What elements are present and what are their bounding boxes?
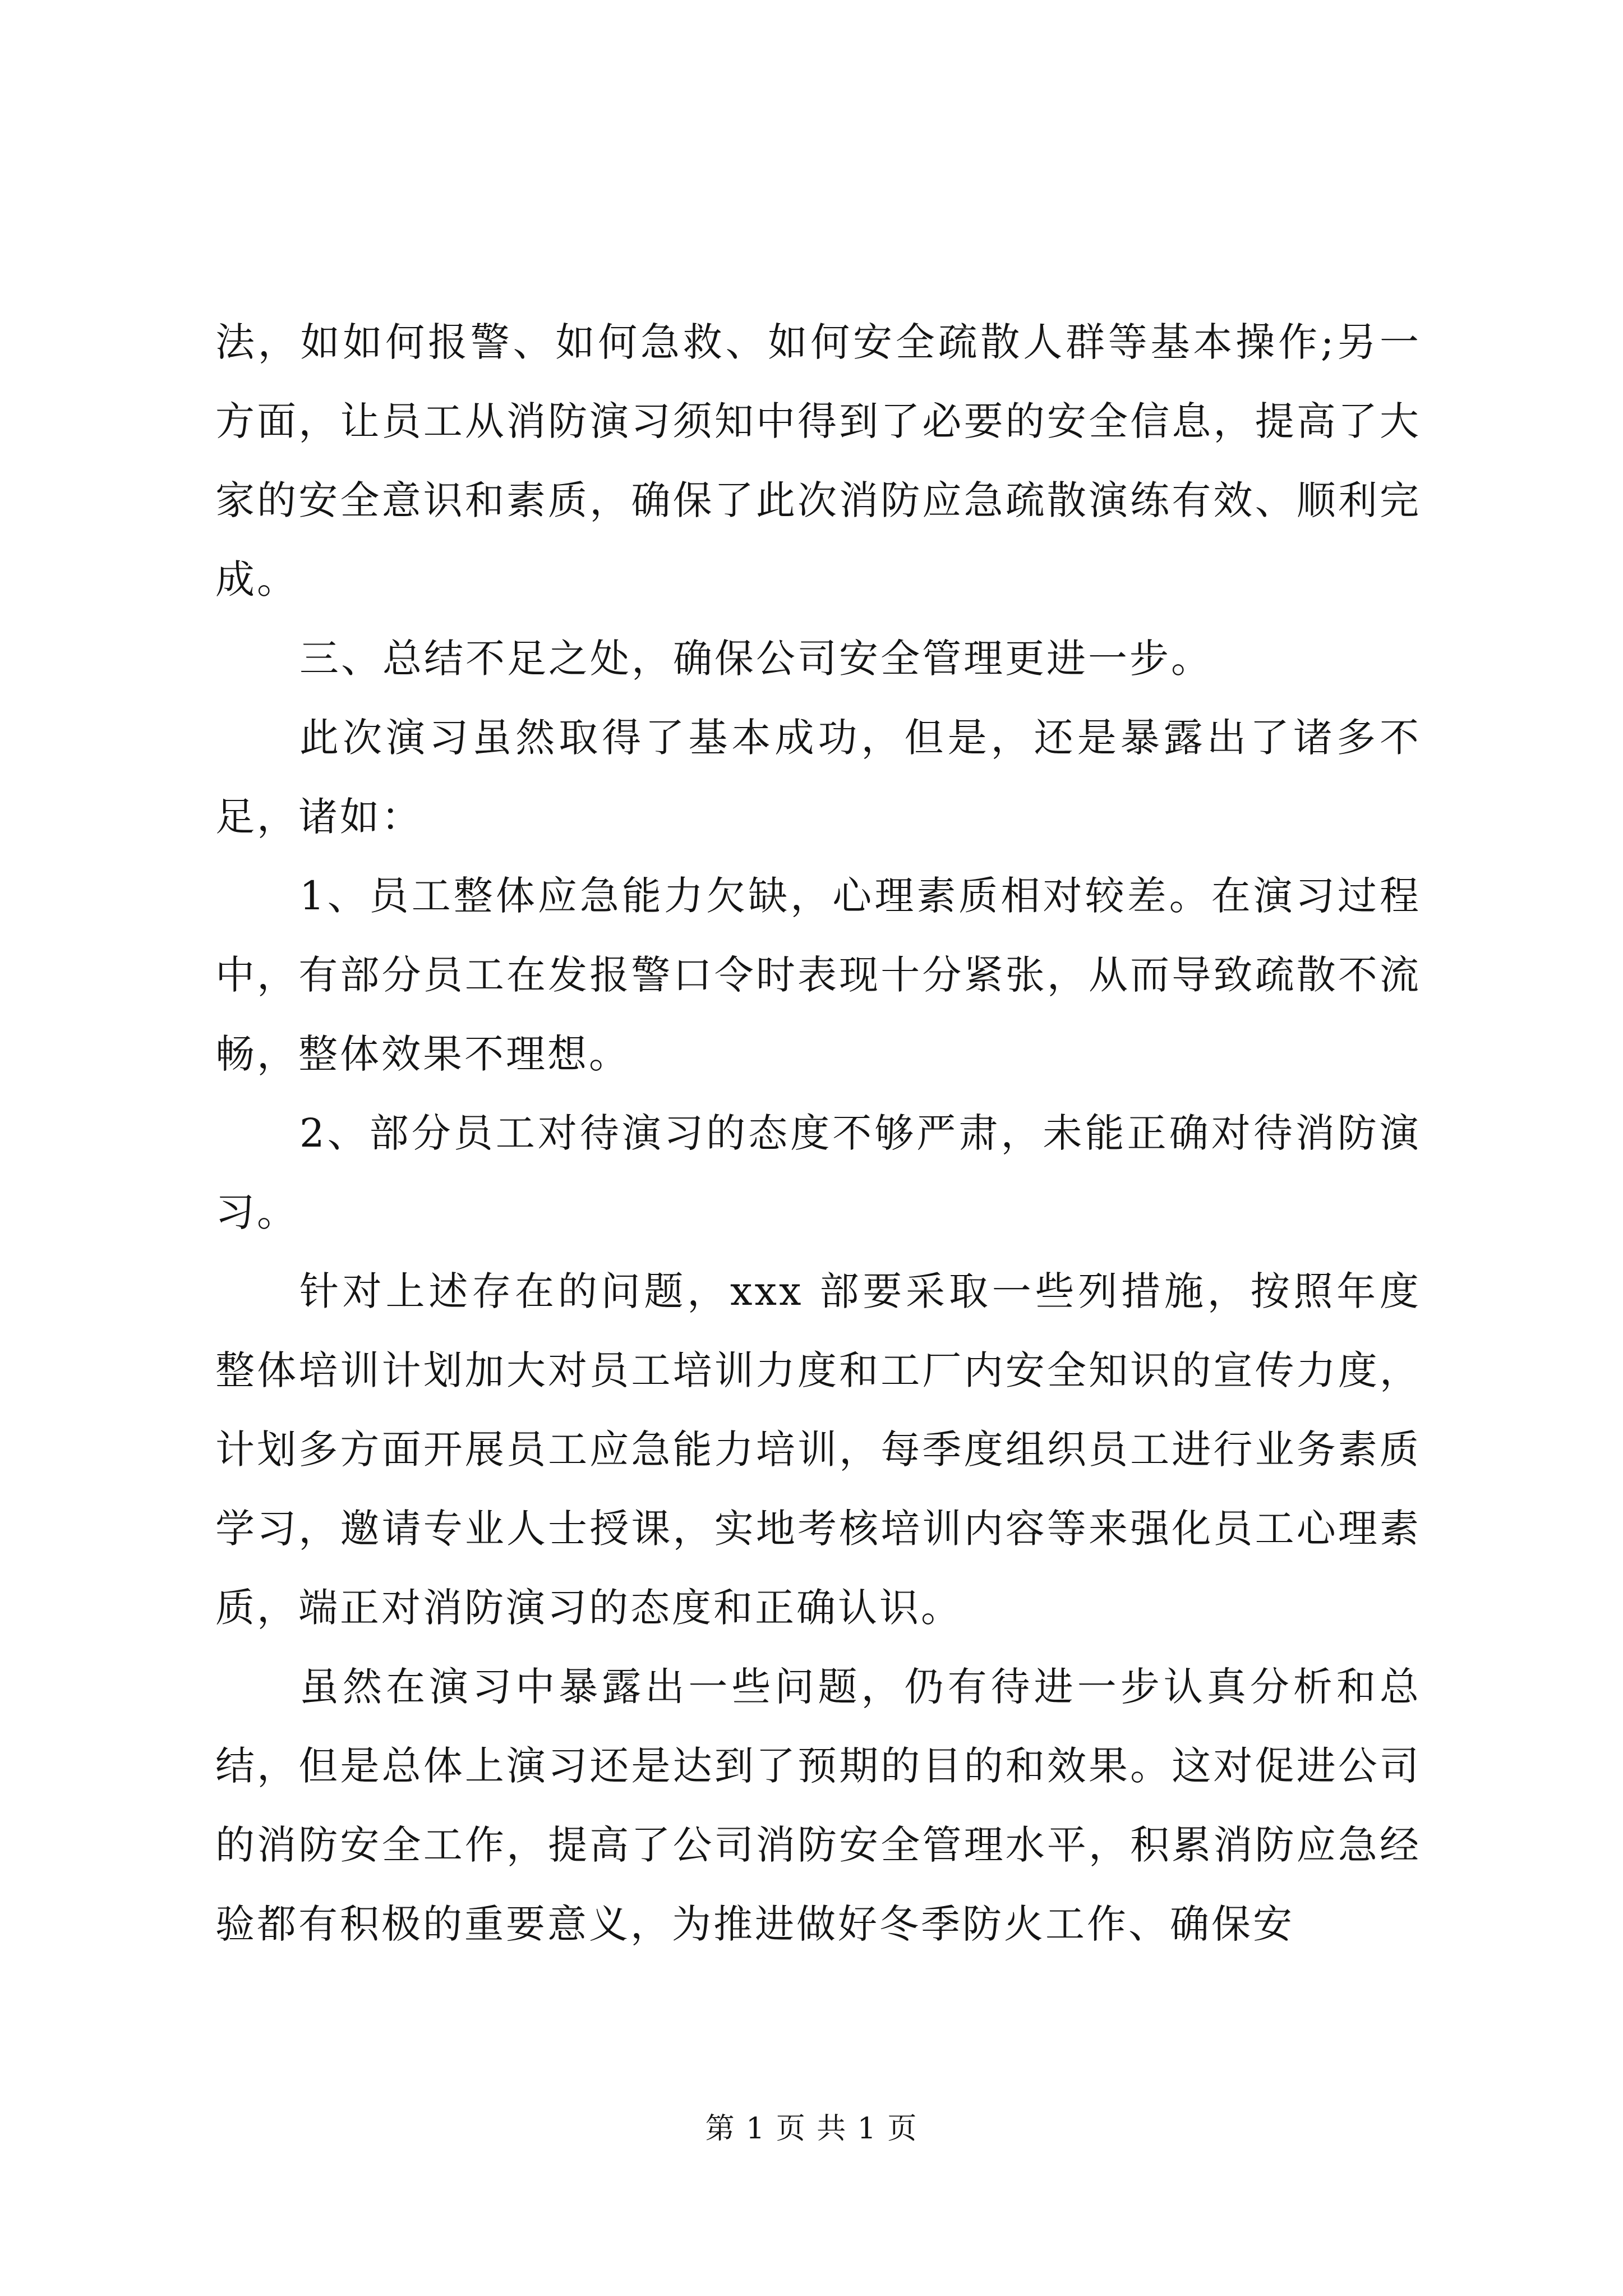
paragraph-shortcomings-intro: 此次演习虽然取得了基本成功，但是，还是暴露出了诸多不足，诸如： [215, 715, 1421, 840]
page-footer: 第 1 页 共 1 页 [705, 2112, 918, 2146]
list-item-2: 2、部分员工对待演习的态度不够严肃，未能正确对待消防演习。 [215, 1110, 1421, 1235]
paragraph-conclusion: 虽然在演习中暴露出一些问题，仍有待进一步认真分析和总结，但是总体上演习还是达到了预期的目的和效果。这对促进公司的消防安全工作，提高了公司消防安全管理水平，积累消防应急经验都有积极的重要意义，为推进做好冬季防火工作、确保安 [215, 1664, 1421, 1947]
paragraph-continuation: 法，如如何报警、如何急救、如何安全疏散人群等基本操作;另一方面，让员工从消防演习须知中得到了必要的安全信息，提高了大家的安全意识和素质，确保了此次消防应急疏散演练有效、顺利完成。 [215, 319, 1421, 602]
document-body [215, 303, 1421, 1964]
paragraph-measures: 针对上述存在的问题，xxx 部要采取一些列措施，按照年度整体培训计划加大对员工培训力度和工厂内安全知识的宣传力度，计划多方面开展员工应急能力培训，每季度组织员工进行业务素质学习，邀请专业人士授课，实地考核培训内容等来强化员工心理素质，端正对消防演习的态度和正确认识。 [215, 1268, 1421, 1631]
list-item-1: 1、员工整体应急能力欠缺，心理素质相对较差。在演习过程中，有部分员工在发报警口令时表现十分紧张，从而导致疏散不流畅，整体效果不理想。 [215, 873, 1421, 1077]
section-heading-3: 三、总结不足之处，确保公司安全管理更进一步。 [299, 636, 1212, 682]
